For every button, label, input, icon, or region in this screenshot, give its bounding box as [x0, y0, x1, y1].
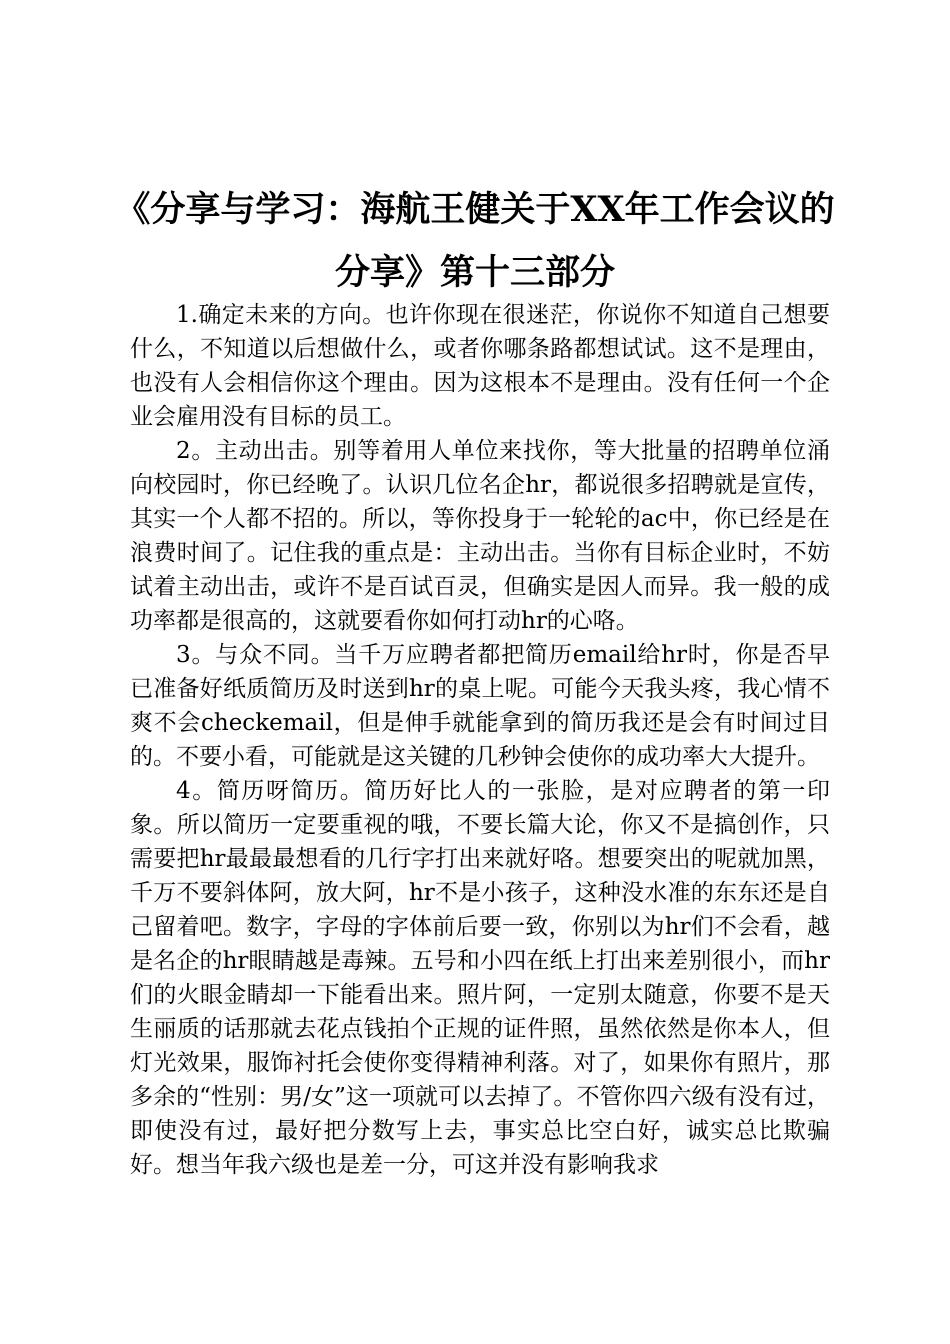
paragraph-4: 4。简历呀简历。简历好比人的一张脸，是对应聘者的第一印象。所以简历一定要重视的哦，不要长篇大论，你又不是搞创作，只需要把hr最最最想看的几行字打出来就好咯。想要突出的呢就加黑，千万不要斜体阿，放大阿，hr不是小孩子，这种没水准的东东还是自己留着吧。数字，字母的字体前后要一致，你别以为hr们不会看，越是名企的hr眼睛越是毒辣。五号和小四在纸上打出来差别很小，而hr们的火眼金睛却一下能看出来。照片阿，一定别太随意，你要不是天生丽质的话那就去花点钱拍个正规的证件照，虽然依然是你本人，但灯光效果，服饰衬托会使你变得精神利落。对了，如果你有照片，那多余的“性别：男/女”这一项就可以去掉了。不管你四六级有没有过，即使没有过，最好把分数写上去，事实总比空白好，诚实总比欺骗好。想当年我六级也是差一分，可这并没有影响我求 — [130, 778, 830, 1178]
document-title: 《分享与学习：海航王健关于XX年工作会议的分享》第十三部分 — [115, 189, 835, 293]
paragraph-2: 2。主动出击。别等着用人单位来找你，等大批量的招聘单位涌向校园时，你已经晚了。认识几位名企hr，都说很多招聘就是宣传，其实一个人都不招的。所以，等你投身于一轮轮的ac中，你已经是在浪费时间了。记住我的重点是：主动出击。当你有目标企业时，不妨试着主动出击，或许不是百试百灵，但确实是因人而异。我一般的成功率都是很高的，这就要看你如何打动hr的心咯。 — [130, 438, 830, 634]
paragraph-1: 1.确定未来的方向。也许你现在很迷茫，你说你不知道自己想要什么，不知道以后想做什么，或者你哪条路都想试试。这不是理由，也没有人会相信你这个理由。因为这根本不是理由。没有任何一个企业会雇用没有目标的员工。 — [130, 302, 830, 430]
document-body — [130, 298, 830, 1182]
paragraph-3: 3。与众不同。当千万应聘者都把简历email给hr时，你是否早已准备好纸质简历及时送到hr的桌上呢。可能今天我头疼，我心情不爽不会checkemail，但是伸手就能拿到的简历我还是会有时间过目的。不要小看，可能就是这关键的几秒钟会使你的成功率大大提升。 — [130, 642, 830, 770]
